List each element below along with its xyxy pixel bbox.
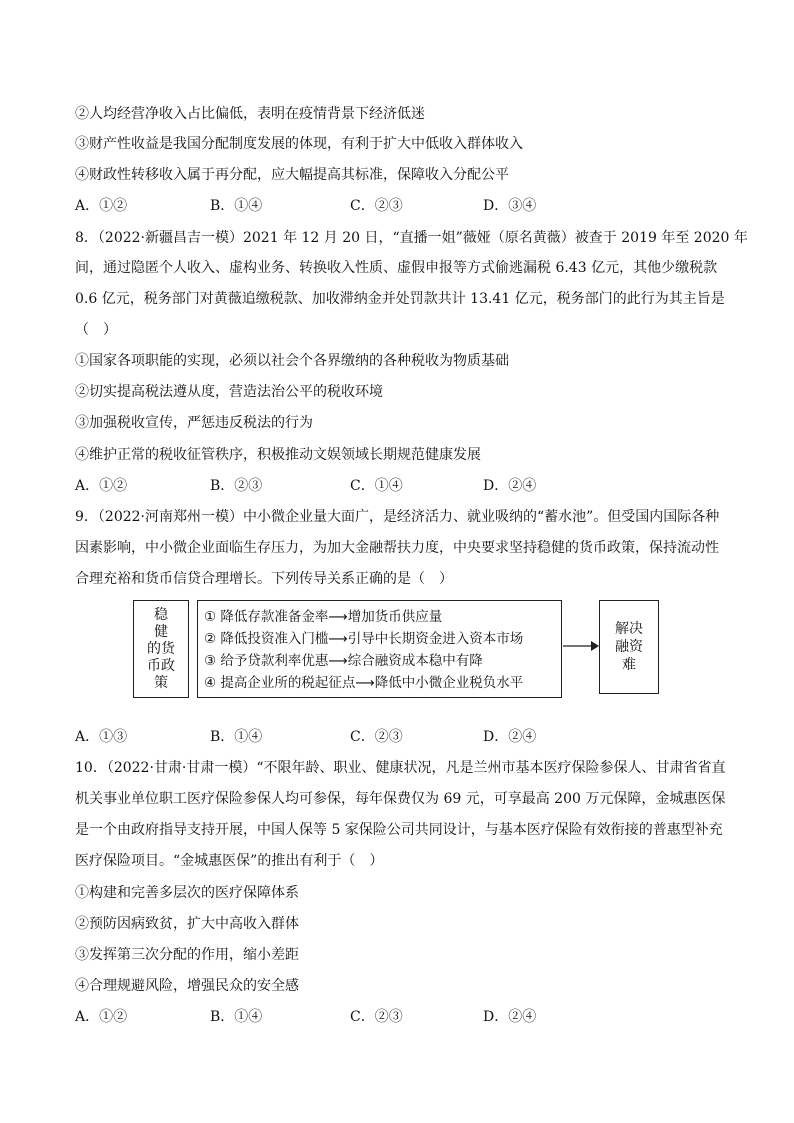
q10-stem-line-2: 机关事业单位职工医疗保险参保人均可参保，每年保费仅为 69 元，可享最高 200 万元保障，金城惠医保 — [75, 791, 726, 807]
q8-statement-1: ①国家各项职能的实现，必须以社会个各界缴纳的各种税收为物质基础 — [75, 353, 509, 369]
q9-transmission-diagram — [133, 600, 661, 698]
left-box-line: 健 — [154, 623, 168, 640]
row-number: ② — [204, 631, 217, 647]
diagram-row-2 — [204, 629, 523, 649]
q9-option-b[interactable]: B．①④ — [210, 729, 263, 745]
q8-stem-line-1: 8．（2022·新疆昌吉一模）2021 年 12 月 20 日，“直播一姐”薇娅（原名黄薇）被查于 2019 年至 2020 年 — [75, 230, 748, 246]
q9-option-a[interactable]: A．①③ — [75, 729, 128, 745]
q7-statement-4: ④财政性转移收入属于再分配，应大幅提高其标准，保障收入分配公平 — [75, 167, 509, 183]
q8-stem-line-3: 0.6 亿元，税务部门对黄薇追缴税款、加收滞纳金并处罚款共计 13.41 亿元，税务部门的此行为其主旨是 — [75, 291, 725, 307]
arrow-right-icon: ⟶ — [355, 675, 375, 691]
diagram-right-box — [599, 600, 659, 694]
q10-option-d[interactable]: D．②④ — [483, 1009, 537, 1025]
q8-options — [75, 476, 715, 496]
left-box-line: 策 — [154, 674, 168, 691]
left-box-line: 币政 — [147, 657, 175, 674]
q8-option-b[interactable]: B．②③ — [210, 478, 263, 494]
q10-statement-2: ②预防因病致贫，扩大中高收入群体 — [75, 916, 299, 932]
right-box-line: 解决 — [615, 621, 643, 637]
q9-option-c[interactable]: C．②③ — [350, 729, 403, 745]
q10-statement-3: ③发挥第三次分配的作用，缩小差距 — [75, 947, 299, 963]
q7-statement-3: ③财产性收益是我国分配制度发展的体现，有利于扩大中低收入群体收入 — [75, 136, 523, 152]
q8-stem-line-2: 间，通过隐匿个人收入、虚构业务、转换收入性质、虚假申报等方式偷逃漏税 6.43 亿元，其他少缴税款 — [75, 260, 718, 276]
q8-option-c[interactable]: C．①④ — [350, 478, 403, 494]
diagram-row-1 — [204, 607, 442, 627]
row-number: ① — [204, 609, 217, 625]
q10-stem-line-1: 10．（2022·甘肃·甘肃一模）“不限年龄、职业、健康状况，凡是兰州市基本医疗保险参保人、甘肃省省直 — [75, 760, 726, 776]
arrow-right-icon — [563, 638, 599, 654]
q7-option-c[interactable]: C．②③ — [350, 198, 403, 214]
q10-statement-1: ①构建和完善多层次的医疗保障体系 — [75, 885, 299, 901]
q9-stem-line-2: 因素影响，中小微企业面临生存压力，为加大金融帮扶力度，中央要求坚持稳健的货币政策，保持流动性 — [75, 540, 719, 556]
q7-statement-2: ②人均经营净收入占比偏低，表明在疫情背景下经济低迷 — [75, 106, 425, 122]
q8-statement-2: ②切实提高税法遵从度，营造法治公平的税收环境 — [75, 384, 383, 400]
q7-options — [75, 196, 715, 216]
q7-option-d[interactable]: D．③④ — [483, 198, 537, 214]
q9-options — [75, 727, 715, 747]
row-cause: 降低存款准备金率 — [220, 609, 329, 625]
diagram-row-4 — [204, 673, 523, 693]
row-effect: 增加货币供应量 — [347, 609, 443, 625]
q9-stem-line-1: 9．（2022·河南郑州一模）中小微企业量大面广，是经济活力、就业吸纳的“蓄水池”。但受国内国际各种 — [75, 509, 720, 525]
q8-stem-line-4: （ ） — [75, 322, 117, 338]
row-effect: 综合融资成本稳中有降 — [347, 653, 483, 669]
q10-option-b[interactable]: B．①④ — [210, 1009, 263, 1025]
diagram-left-box — [133, 600, 189, 698]
right-box-line: 融资 — [615, 639, 643, 655]
row-cause: 提高企业所的税起征点 — [220, 675, 356, 691]
arrow-right-icon: ⟶ — [328, 653, 348, 669]
q10-option-a[interactable]: A．①② — [75, 1009, 128, 1025]
q7-option-a[interactable]: A．①② — [75, 198, 128, 214]
row-effect: 引导中长期资金进入资本市场 — [347, 631, 524, 647]
q10-option-c[interactable]: C．②③ — [350, 1009, 403, 1025]
row-number: ③ — [204, 653, 217, 669]
left-box-line: 稳 — [154, 606, 168, 623]
left-box-line: 的货 — [147, 640, 175, 657]
row-cause: 降低投资准入门槛 — [220, 631, 329, 647]
arrow-right-icon: ⟶ — [328, 609, 348, 625]
q10-options — [75, 1007, 715, 1027]
q9-option-d[interactable]: D．②④ — [483, 729, 537, 745]
q8-statement-3: ③加强税收宣传，严惩违反税法的行为 — [75, 415, 313, 431]
q8-statement-4: ④维护正常的税收征管秩序，积极推动文娱领域长期规范健康发展 — [75, 447, 481, 463]
q10-statement-4: ④合理规避风险，增强民众的安全感 — [75, 978, 299, 994]
row-number: ④ — [204, 675, 217, 691]
right-box-line: 难 — [622, 657, 636, 673]
q10-stem-line-3: 是一个由政府指导支持开展，中国人保等 5 家保险公司共同设计，与基本医疗保险有效衔接的普惠型补充 — [75, 822, 723, 838]
q8-option-a[interactable]: A．①② — [75, 478, 128, 494]
diagram-middle-box — [197, 600, 562, 698]
q7-option-b[interactable]: B．①④ — [210, 198, 263, 214]
row-effect: 降低中小微企业税负水平 — [374, 675, 524, 691]
arrow-right-icon: ⟶ — [328, 631, 348, 647]
q8-option-d[interactable]: D．②④ — [483, 478, 537, 494]
diagram-row-3 — [204, 651, 483, 671]
q9-stem-line-3: 合理充裕和货币信贷合理增长。下列传导关系正确的是（ ） — [75, 571, 453, 587]
q10-stem-line-4: 医疗保险项目。“金城惠医保”的推出有利于（ ） — [75, 853, 384, 869]
row-cause: 给予贷款利率优惠 — [220, 653, 329, 669]
